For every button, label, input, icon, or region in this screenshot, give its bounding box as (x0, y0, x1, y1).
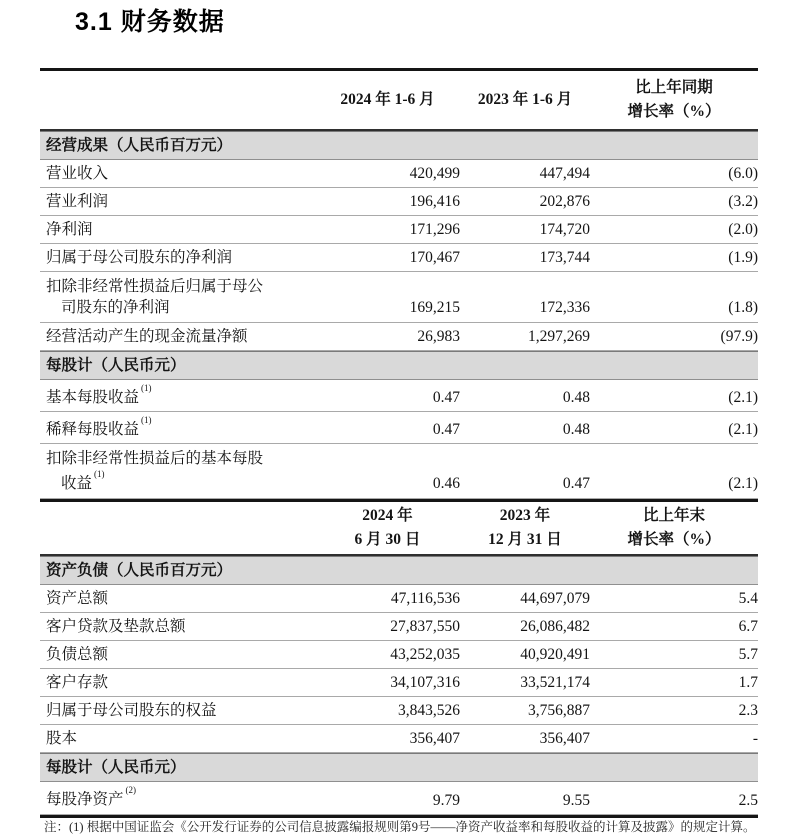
value-cell: (1.8) (728, 299, 758, 316)
value-cell: 26,086,482 (520, 618, 590, 636)
value-cell: 3,843,526 (398, 702, 460, 720)
value-cell: 1,297,269 (528, 328, 590, 345)
footnote-marker: (1) (141, 415, 152, 426)
row-label: 净利润 (46, 221, 93, 238)
row-label: 基本每股收益$^{(1)}$ (46, 383, 152, 407)
footnote-marker: (1) (141, 383, 152, 393)
value-cell: 26,983 (417, 328, 460, 345)
header-spacer (40, 502, 315, 554)
page-title: 3.1 财务数据 (75, 8, 225, 36)
value-cell: 0.47 (432, 421, 460, 439)
value-cell: 170,467 (409, 249, 460, 266)
value-cell: (6.0) (728, 165, 758, 182)
row-label: 经营活动产生的现金流量净额 (46, 328, 248, 345)
value-cell: 196,416 (409, 193, 460, 210)
row-label: 归属于母公司股东的净利润 (46, 249, 233, 266)
row-label: 稀释每股收益$^{(1)}$ (46, 415, 152, 439)
value-cell: 47,116,536 (390, 590, 460, 608)
value-cell: (97.9) (720, 328, 758, 345)
table-row (40, 188, 758, 216)
table-row (40, 725, 758, 753)
value-cell: 1.7 (738, 674, 758, 692)
footnote-clipped: 注：(1) 根据中国证监会《公开发行证券的公司信息披露编报规则第9号——净资产收益率和每股收益的计算及披露》的规定计算。 (44, 819, 756, 834)
table-row (40, 216, 758, 244)
column-header-2024-06-30: 2024 年 6 月 30 日 (354, 507, 421, 549)
table2-body (40, 556, 758, 814)
row-label: 扣除非经常性损益后的基本每股 收益$^{(1)}$ (46, 450, 264, 493)
row-label: 资产总额 (46, 590, 109, 608)
row-label: 归属于母公司股东的权益 (46, 702, 217, 720)
value-cell: 447,494 (539, 165, 590, 182)
value-cell: 420,499 (409, 165, 460, 182)
table-row (40, 585, 758, 613)
footnote-marker: (2) (125, 785, 137, 796)
table-row (40, 323, 758, 351)
row-label: 股本 (46, 730, 78, 748)
table1-body (40, 131, 758, 499)
value-cell: 356,407 (409, 730, 460, 748)
value-cell: 5.7 (738, 646, 758, 664)
table-row (40, 244, 758, 272)
value-cell: - (752, 730, 758, 748)
value-cell: 5.4 (738, 590, 758, 608)
value-cell: 2.5 (738, 791, 758, 809)
value-cell: (2.0) (728, 221, 758, 238)
table-row (40, 782, 758, 814)
table-row (40, 412, 758, 444)
section-label: 每股计（人民币元） (46, 357, 186, 374)
row-label: 负债总额 (46, 646, 109, 664)
table1-header-row (40, 71, 758, 131)
section-header-row (40, 131, 758, 160)
value-cell: 9.79 (432, 791, 460, 809)
row-label: 每股净资产$^{(2)}$ (46, 785, 137, 809)
section-label: 经营成果（人民币百万元） (46, 137, 233, 154)
row-label: 营业收入 (46, 165, 109, 182)
row-label: 扣除非经常性损益后归属于母公 司股东的净利润 (46, 278, 264, 316)
section-label: 每股计（人民币元） (46, 759, 186, 777)
value-cell: 6.7 (738, 618, 758, 636)
section-label: 资产负债（人民币百万元） (46, 562, 233, 580)
value-cell: 34,107,316 (390, 674, 460, 692)
value-cell: (3.2) (728, 193, 758, 210)
column-header-growth-ytd: 比上年末 增长率（%） (627, 507, 721, 549)
row-label: 营业利润 (46, 193, 109, 210)
value-cell: (2.1) (728, 389, 758, 407)
table2-header-row (40, 499, 758, 556)
value-cell: 172,336 (539, 299, 590, 316)
value-cell: 40,920,491 (520, 646, 590, 664)
table-row (40, 613, 758, 641)
column-header-2023-12-31: 2023 年 12 月 31 日 (488, 507, 562, 549)
value-cell: (2.1) (728, 475, 758, 493)
value-cell: 169,215 (409, 299, 460, 316)
value-cell: 0.47 (562, 475, 590, 493)
value-cell: 202,876 (539, 193, 590, 210)
row-label: 客户存款 (46, 674, 109, 692)
section-header-row (40, 556, 758, 585)
value-cell: 33,521,174 (520, 674, 590, 692)
table-row (40, 669, 758, 697)
value-cell: 0.48 (562, 389, 590, 407)
table-row (40, 444, 758, 499)
table-row (40, 272, 758, 323)
row-label: 客户贷款及垫款总额 (46, 618, 186, 636)
section-header-row (40, 351, 758, 380)
value-cell: 2.3 (738, 702, 758, 720)
section-header-row (40, 753, 758, 782)
column-header-2024-h1: 2024 年 1-6 月 (340, 91, 435, 108)
value-cell: 173,744 (539, 249, 590, 266)
value-cell: (2.1) (728, 421, 758, 439)
value-cell: 44,697,079 (520, 590, 590, 608)
table-row (40, 160, 758, 188)
financial-table (40, 68, 758, 818)
value-cell: 0.48 (562, 421, 590, 439)
value-cell: 9.55 (562, 791, 590, 809)
column-header-2023-h1: 2023 年 1-6 月 (477, 91, 573, 108)
value-cell: 174,720 (539, 221, 590, 238)
value-cell: 0.46 (432, 475, 460, 493)
value-cell: 43,252,035 (390, 646, 460, 664)
value-cell: 3,756,887 (528, 702, 590, 720)
value-cell: 356,407 (539, 730, 590, 748)
value-cell: 0.47 (432, 389, 460, 407)
footnote-marker: (1) (94, 469, 105, 480)
column-header-growth-yoy: 比上年同期 增长率（%） (627, 79, 721, 120)
table-row (40, 697, 758, 725)
value-cell: 171,296 (409, 221, 460, 238)
table-row (40, 641, 758, 669)
table-row (40, 380, 758, 412)
value-cell: 27,837,550 (390, 618, 460, 636)
header-spacer (40, 71, 315, 129)
value-cell: (1.9) (728, 249, 758, 266)
